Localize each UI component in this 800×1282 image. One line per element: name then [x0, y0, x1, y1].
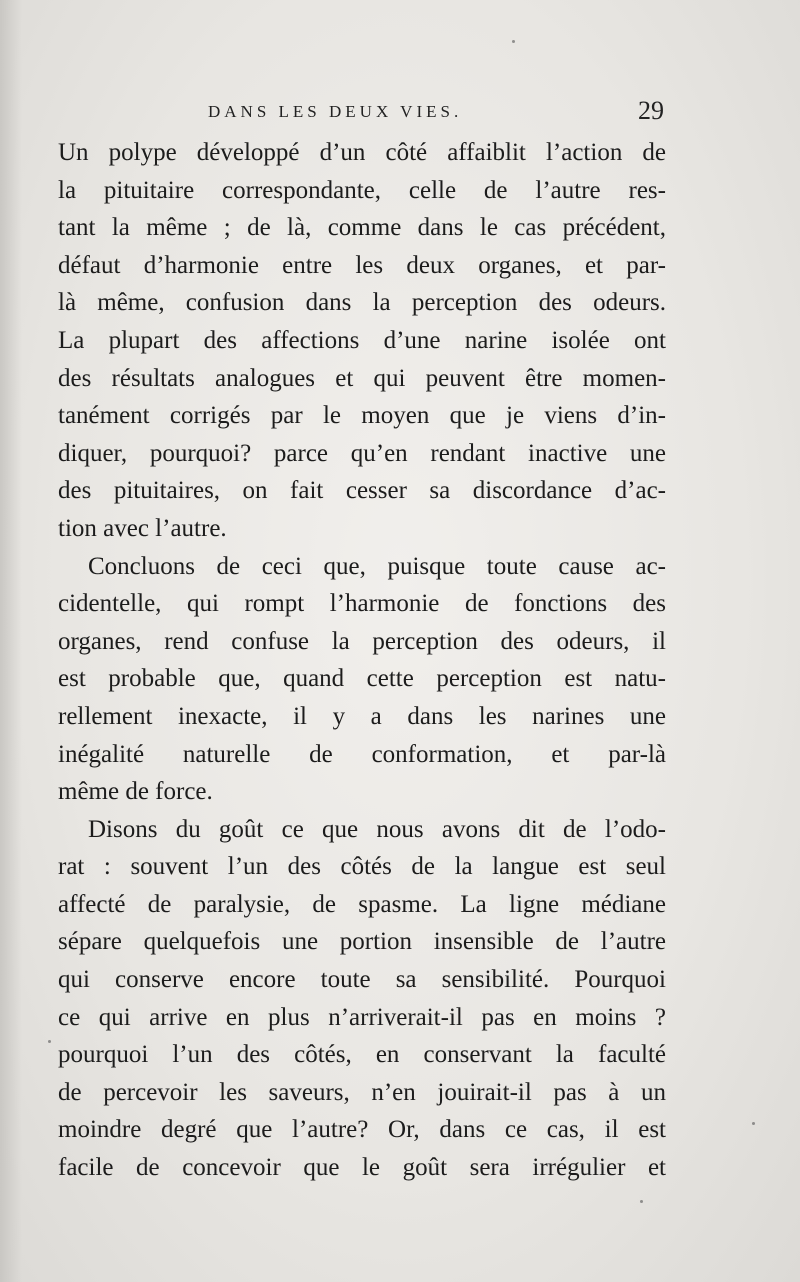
paragraph-start-line: Disons du goût ce que nous avons dit de l’odo- [88, 815, 666, 843]
text-line: organes, rend confuse la perception des odeurs, il [58, 627, 666, 655]
paper-speck [512, 40, 515, 43]
text-line: pourquoi l’un des côtés, en conservant la faculté [58, 1041, 666, 1069]
paper-speck [752, 1122, 755, 1125]
text-line: tanément corrigés par le moyen que je viens d’in- [58, 402, 666, 430]
text-line: la pituitaire correspondante, celle de l’autre res- [58, 176, 666, 204]
paper-speck [640, 1200, 643, 1203]
running-head: DANS LES DEUX VIES. [208, 102, 463, 121]
paragraph-start-line: Concluons de ceci que, puisque toute cause ac- [88, 552, 666, 580]
text-line: des résultats analogues et qui peuvent être momen- [58, 364, 666, 392]
text-line: moindre degré que l’autre? Or, dans ce cas, il est [58, 1116, 666, 1144]
text-line: Un polype développé d’un côté affaiblit l’action de [58, 139, 666, 166]
text-line: là même, confusion dans la perception des odeurs. [58, 289, 666, 317]
paper-speck [48, 1040, 51, 1043]
body-text [58, 134, 666, 1187]
text-line: même de force. [58, 778, 213, 806]
page-edge-shadow [0, 0, 22, 1282]
text-line: tant la même ; de là, comme dans le cas précédent, [58, 214, 666, 242]
text-line: qui conserve encore toute sa sensibilité. Pourquoi [58, 966, 666, 994]
text-line: ce qui arrive en plus n’arriverait-il pas en moins ? [58, 1003, 666, 1031]
text-line: diquer, pourquoi? parce qu’en rendant inactive une [58, 439, 666, 467]
text-line: La plupart des affections d’une narine isolée ont [58, 326, 666, 354]
page-number: 29 [638, 96, 664, 125]
text-line: rat : souvent l’un des côtés de la langue est seul [58, 853, 666, 881]
text-line: de percevoir les saveurs, n’en jouirait-il pas à un [58, 1078, 666, 1106]
text-line: sépare quelquefois une portion insensible de l’autre [58, 928, 666, 956]
text-line: inégalité naturelle de conformation, et par-là [58, 740, 666, 768]
page-header [56, 96, 668, 136]
text-line: rellement inexacte, il y a dans les narines une [58, 702, 666, 730]
text-line: des pituitaires, on fait cesser sa discordance d’ac- [58, 477, 666, 505]
text-line: affecté de paralysie, de spasme. La ligne médiane [58, 890, 666, 918]
text-line: est probable que, quand cette perception est natu- [58, 665, 666, 693]
text-line: tion avec l’autre. [58, 514, 227, 542]
text-line: défaut d’harmonie entre les deux organes, et par- [58, 251, 666, 279]
text-line: facile de concevoir que le goût sera irrégulier et [58, 1154, 666, 1182]
text-line: cidentelle, qui rompt l’harmonie de fonctions des [58, 590, 666, 618]
